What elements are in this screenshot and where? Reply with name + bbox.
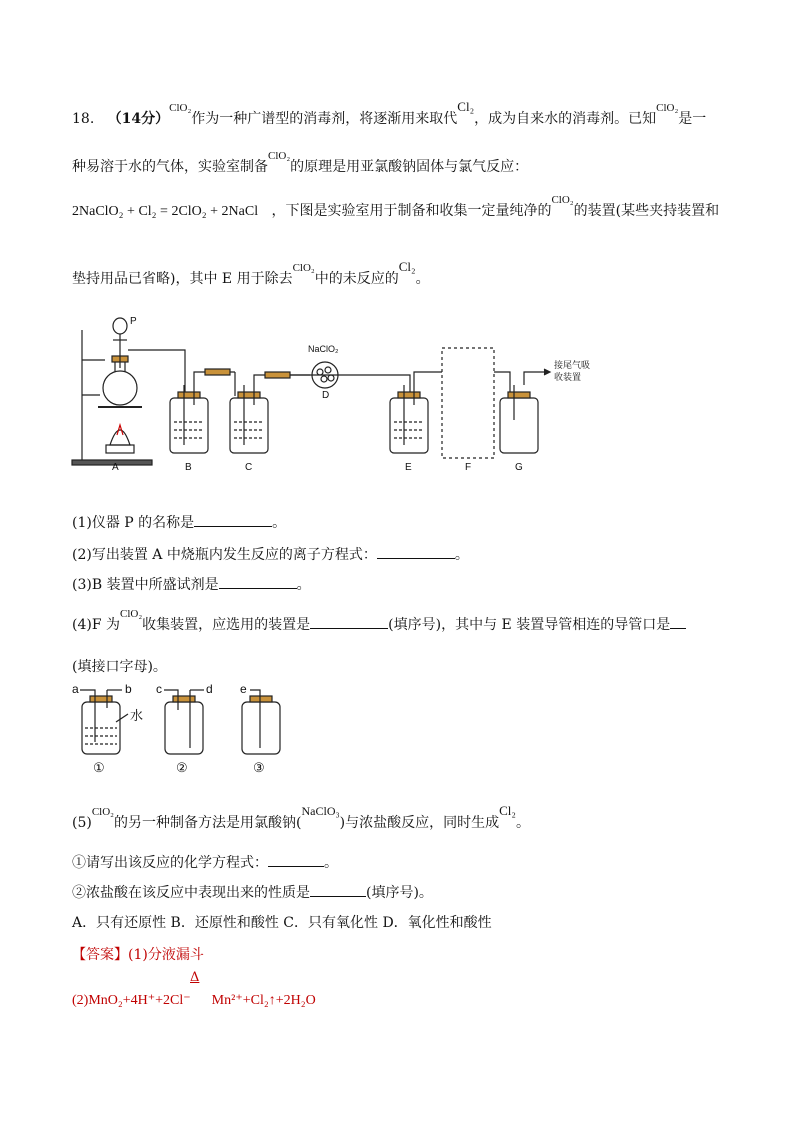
answer-line-2 (72, 992, 316, 1009)
option-2-label: ② (176, 760, 188, 775)
port-e: e (240, 682, 247, 696)
answer-blank (194, 512, 272, 527)
formula-clo2: ClO₂ (169, 102, 192, 114)
option-3-label: ③ (253, 760, 265, 775)
sub-question-text: 。 (272, 515, 287, 531)
sub-question-text: )与浓盐酸反应，同时生成 (339, 815, 500, 831)
sub-question-text: (2)写出装置 A 中烧瓶内发生反应的离子方程式： (72, 547, 377, 563)
formula-naclo3: NaClO₃ (301, 804, 340, 818)
answer-2-left: (2)MnO₂+4H⁺+2Cl⁻ (72, 993, 191, 1008)
options-line (72, 912, 492, 932)
question-text: ，下图是实验室用于制备和收集一定量纯净的 (271, 203, 552, 219)
label-g: G (515, 462, 523, 473)
formula-clo2: ClO₂ (656, 102, 679, 114)
question-text: ，成为自来水的消毒剂。已知 (474, 111, 657, 127)
answer-blank (377, 544, 455, 559)
question-text: 。 (415, 271, 430, 287)
formula-clo2: ClO₂ (91, 806, 115, 818)
port-c: c (156, 682, 162, 696)
sub-question-text: 的另一种制备方法是用氯酸钠( (114, 815, 302, 831)
question-text: 的原理是用亚氯酸钠固体与氯气反应： (290, 159, 529, 175)
question-line-4 (72, 259, 430, 288)
answer-blank (670, 614, 686, 629)
sub-question-text: 。 (454, 547, 469, 563)
formula-clo2: ClO₂ (551, 194, 574, 206)
sub-question-3 (72, 574, 311, 594)
answer-blank (310, 882, 366, 897)
question-text: 作为一种广谱型的消毒剂，将逐渐用来取代 (191, 111, 458, 127)
answer-blank (268, 852, 324, 867)
tail-gas-label-2: 收装置 (554, 372, 582, 382)
sub-question-5 (72, 803, 530, 832)
answer-1: (1)分液漏斗 (128, 947, 204, 963)
question-text: 中的未反应的 (314, 271, 399, 287)
sub-question-4 (72, 608, 686, 634)
sub-question-text: 。 (515, 815, 530, 831)
question-text: 的装置(某些夹持装置和 (573, 203, 720, 219)
question-text: 种易溶于水的气体，实验室制备 (72, 159, 268, 175)
label-c: C (245, 462, 253, 473)
sub-question-text: 。 (324, 855, 338, 871)
label-d: D (322, 390, 330, 401)
label-p: P (130, 316, 137, 327)
answer-2-right: Mn²⁺+Cl₂↑+2H₂O (211, 993, 316, 1008)
sub-question-text: (填接口字母)。 (72, 659, 167, 675)
answer-delta (190, 970, 199, 985)
label-d-reagent: NaClO₂ (308, 344, 339, 354)
formula-cl2: Cl₂ (457, 99, 475, 114)
port-a: a (72, 682, 79, 696)
formula-clo2: ClO₂ (292, 262, 315, 274)
tail-gas-label-1: 接尾气吸 (554, 360, 591, 370)
question-points: （14分） (107, 111, 170, 127)
bottle-options-figure (70, 680, 290, 775)
water-label: 水 (130, 708, 144, 723)
question-text: 垫持用品已省略)，其中 E 用于除去 (72, 271, 293, 287)
option-1-label: ① (93, 760, 105, 775)
sub-question-text: (5) (72, 815, 92, 831)
sub-question-text: (4)F 为 (72, 617, 120, 633)
sub-question-text: (1)仪器 P 的名称是 (72, 515, 195, 531)
apparatus-figure (60, 310, 640, 480)
formula-clo2: ClO₂ (268, 150, 291, 162)
question-line-3 (72, 194, 720, 220)
sub-question-2 (72, 544, 469, 564)
label-e: E (405, 462, 412, 473)
options-text: A．只有还原性 B．还原性和酸性 C．只有氧化性 D．氧化性和酸性 (72, 915, 492, 931)
sub-question-text: 收集装置，应选用的装置是 (142, 617, 311, 633)
answer-blank (310, 614, 388, 629)
sub-question-text: 。 (296, 577, 311, 593)
question-number: 18. (72, 111, 95, 127)
sub-question-text: (填序号)，其中与 E 装置导管相连的导管口是 (388, 617, 671, 633)
sub-question-4-cont (72, 656, 167, 676)
formula-clo2: ClO₂ (120, 608, 143, 620)
question-line-1 (72, 99, 707, 128)
formula-cl2: Cl₂ (398, 259, 416, 274)
answer-blank (219, 574, 297, 589)
answer-tag: 【答案】 (72, 947, 128, 963)
answer-line-1 (72, 944, 204, 964)
label-f: F (465, 462, 472, 473)
question-line-2 (72, 150, 529, 176)
reaction-equation: 2NaClO₂ + Cl₂ = 2ClO₂ + 2NaCl (72, 204, 259, 219)
question-text: 是一 (678, 111, 707, 127)
sub-question-5-2 (72, 882, 433, 902)
sub-question-5-1 (72, 852, 338, 872)
formula-cl2: Cl₂ (499, 803, 516, 818)
sub-question-1 (72, 512, 286, 532)
sub-question-text: (3)B 装置中所盛试剂是 (72, 577, 219, 593)
delta-symbol: Δ (190, 970, 200, 985)
sub-question-text: ①请写出该反应的化学方程式： (72, 855, 268, 871)
label-b: B (185, 462, 192, 473)
port-b: b (125, 682, 132, 696)
port-d: d (206, 682, 213, 696)
sub-question-text: (填序号)。 (366, 885, 433, 901)
label-a: A (112, 462, 119, 473)
sub-question-text: ②浓盐酸在该反应中表现出来的性质是 (72, 885, 310, 901)
